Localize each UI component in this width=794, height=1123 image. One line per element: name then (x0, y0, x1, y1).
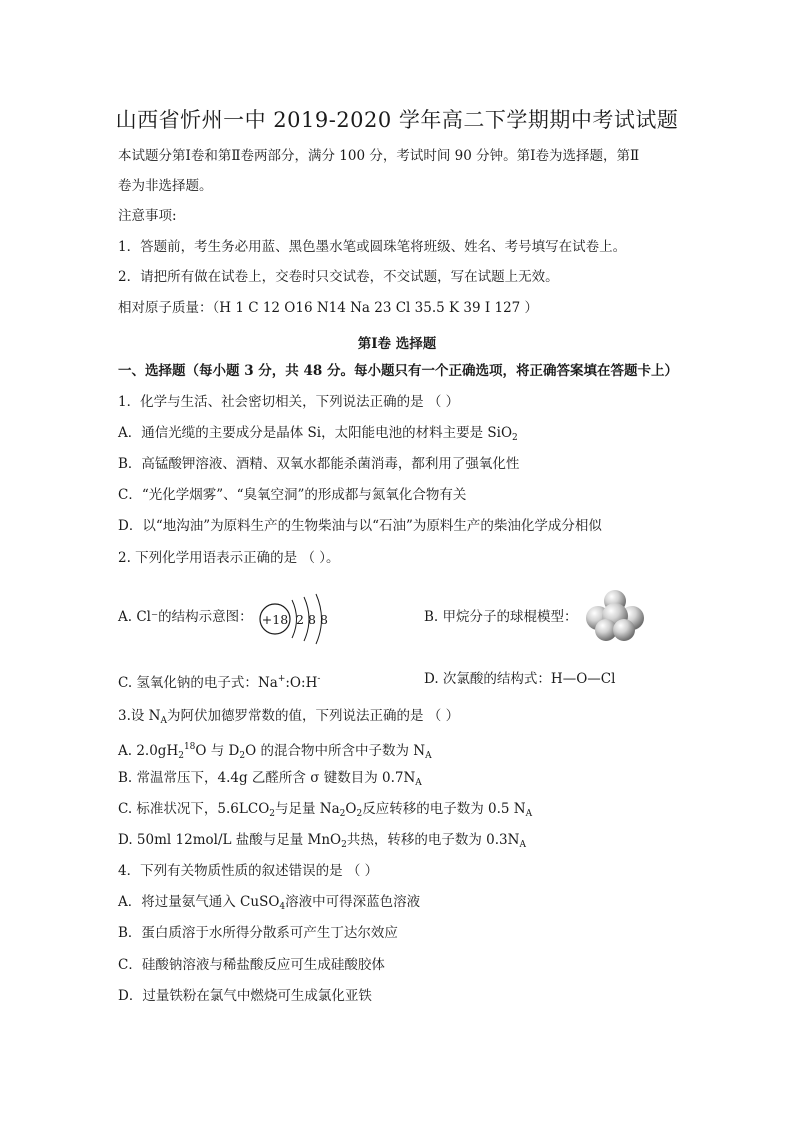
nucleus-charge: +18 (261, 612, 289, 627)
notes-item-1: 1．答题前，考生务必用蓝、黑色墨水笔或圆珠笔将班级、姓名、考号填写在试卷上。 (118, 239, 627, 255)
q1-option-a-sub: 2 (512, 433, 518, 443)
q1-option-c: C．“光化学烟雾”、“臭氧空洞”的形成都与氮氧化合物有关 (118, 487, 467, 503)
q3-a-part-2: O 与 D (195, 743, 240, 759)
q1-option-d: D．以“地沟油”为原料生产的生物柴油与以“石油”为原料生产的柴油化学成分相似 (118, 518, 602, 534)
q3-c-part-4: 反应转移的电子数为 0.5 N (362, 801, 526, 817)
q3-d-sub-1: 2 (341, 840, 347, 850)
q4-option-c: C．硅酸钠溶液与稀盐酸反应可生成硅酸胶体 (118, 957, 385, 973)
q3-stem-sub: A (160, 716, 167, 726)
exam-title: 山西省忻州一中 2019-2020 学年高二下学期期中考试试题 (115, 108, 679, 132)
q3-a-part-1: A. 2.0gH (118, 743, 179, 759)
q3-option-b (118, 769, 422, 792)
hydroxide-charge: - (317, 674, 321, 684)
q4-option-d: D．过量铁粉在氯气中燃烧可生成氯化亚铁 (118, 988, 372, 1004)
q3-c-part-2: 与足量 Na (275, 801, 340, 817)
q3-stem-pre: 3.设 N (118, 708, 161, 724)
section-1-title: 第Ⅰ卷 选择题 (357, 336, 437, 352)
q3-c-sub-3: 2 (356, 809, 363, 819)
q3-c-part-3: O (345, 801, 357, 817)
q3-c-sub-2: 2 (339, 809, 346, 819)
q2-option-b-label: B. 甲烷分子的球棍模型： (424, 609, 578, 625)
electron-pair-left: : (285, 675, 290, 691)
q3-a-sub-2: 2 (239, 751, 246, 761)
q3-option-c (118, 800, 532, 823)
naoh-electron-formula (258, 675, 320, 691)
q3-option-d (118, 831, 526, 854)
notes-heading: 注意事项: (118, 208, 177, 224)
methane-ball-model-image (584, 588, 646, 642)
q3-a-sub-1: 2 (178, 751, 184, 761)
q2-stem: 2. 下列化学用语表示正确的是 （ ）。 (118, 550, 340, 566)
oxygen-symbol: O (289, 675, 301, 691)
q3-b-sub: A (415, 778, 422, 788)
q1-stem: 1．化学与生活、社会密切相关，下列说法正确的是 （ ） (118, 394, 460, 410)
shell-3-count: 8 (320, 612, 328, 627)
q3-option-a (118, 738, 432, 765)
q3-b-part-1: B. 常温常压下，4.4g 乙醛所含 σ 键数目为 0.7N (118, 770, 416, 786)
q3-a-part-3: O 的混合物中所含中子数为 N (245, 743, 426, 759)
intro-line-1: 本试题分第Ⅰ卷和第Ⅱ卷两部分，满分 100 分，考试时间 90 分钟。第Ⅰ卷为选择题，第Ⅱ (118, 148, 640, 164)
section-1-instruction: 一、选择题（每小题 3 分，共 48 分。每小题只有一个正确选项，将正确答案填在答题卡上） (118, 363, 678, 379)
q3-d-part-2: 共热，转移的电子数为 0.3N (346, 832, 520, 848)
q4-a-sub: 4 (279, 902, 286, 912)
q2-option-c (118, 670, 320, 692)
q3-d-sub-2: A (519, 840, 526, 850)
q4-a-part-2: 溶液中可得深蓝色溶液 (285, 894, 421, 910)
q4-stem: 4．下列有关物质性质的叙述错误的是 （ ） (118, 863, 379, 879)
sodium-symbol: Na (257, 675, 278, 691)
q4-a-part-1: A．将过量氨气通入 CuSO (118, 894, 280, 910)
q1-option-a-text: A．通信光缆的主要成分是晶体 Si，太阳能电池的材料主要是 SiO (118, 425, 513, 441)
sodium-charge: + (277, 674, 286, 684)
q3-stem (118, 707, 459, 730)
electron-pair-right: : (301, 675, 306, 691)
q2-option-a-label: A. Cl⁻的结构示意图： (118, 609, 253, 625)
q3-a-sub-3: A (425, 751, 432, 761)
atomic-mass-line: 相对原子质量：（H 1 C 12 O16 N14 Na 23 Cl 35.5 K 39 I 127 ） (118, 300, 539, 316)
chloride-ion-structure-diagram (258, 592, 348, 646)
q3-c-part-1: C. 标准状况下，5.6LCO (118, 801, 270, 817)
q3-c-sub-1: 2 (269, 809, 275, 819)
q3-c-sub-4: A (525, 809, 533, 819)
q3-a-sup: 18 (183, 742, 196, 752)
q2-option-d: D. 次氯酸的结构式：H—O—Cl (424, 671, 616, 687)
q4-option-b: B．蛋白质溶于水所得分散系可产生丁达尔效应 (118, 925, 398, 941)
shell-1-count: 2 (296, 612, 304, 627)
q3-d-part-1: D. 50ml 12mol/L 盐酸与足量 MnO (118, 832, 342, 848)
q1-option-a (118, 424, 518, 447)
shell-2-count: 8 (308, 612, 316, 627)
intro-line-2: 卷为非选择题。 (118, 178, 213, 194)
notes-item-2: 2．请把所有做在试卷上，交卷时只交试卷，不交试题，写在试题上无效。 (118, 269, 559, 285)
q1-option-b: B．高锰酸钾溶液、酒精、双氧水都能杀菌消毒，都利用了强氧化性 (118, 456, 520, 472)
q3-stem-post: 为阿伏加德罗常数的值，下列说法正确的是 （ ） (166, 708, 460, 724)
q2-option-c-label: C. 氢氧化钠的电子式： (118, 675, 258, 691)
q4-option-a (118, 893, 420, 916)
hydrogen-symbol: H (305, 675, 318, 691)
